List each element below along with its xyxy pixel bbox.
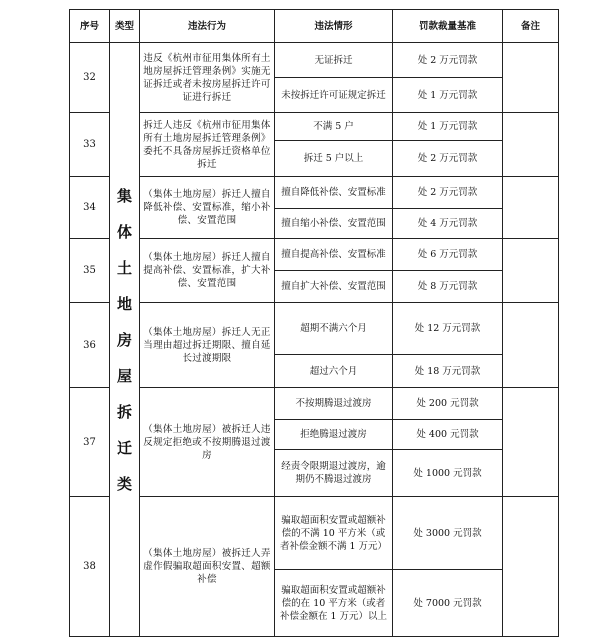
penalty-standard: 处 2 万元罚款 (393, 141, 503, 177)
violation-act: （集体土地房屋）拆迁人无正当理由超过拆迁期限、擅自延长过渡期限 (140, 303, 275, 388)
type-char: 地 (116, 294, 132, 313)
penalty-standard: 处 4 万元罚款 (393, 209, 503, 239)
table-row (70, 388, 559, 420)
penalty-standard: 处 1000 元罚款 (393, 450, 503, 497)
remark-cell (503, 239, 559, 303)
remark-cell (503, 177, 559, 239)
violation-situation: 骗取超面积安置或超额补偿的在 10 平方米（或者补偿金额在 1 万元）以上 (275, 570, 393, 637)
header-no: 序号 (70, 10, 110, 43)
penalty-standard: 处 18 万元罚款 (393, 355, 503, 388)
remark-cell (503, 497, 559, 637)
violation-situation: 骗取超面积安置或超额补偿的不满 10 平方米（或者补偿金额不满 1 万元） (275, 497, 393, 570)
table-row (70, 43, 559, 78)
violation-situation: 经责令限期退过渡房，逾期仍不腾退过渡房 (275, 450, 393, 497)
penalty-standard: 处 2 万元罚款 (393, 177, 503, 209)
header-type: 类型 (110, 10, 140, 43)
violation-situation: 擅自提高补偿、安置标准 (275, 239, 393, 271)
penalty-standard-table (69, 9, 559, 637)
type-char: 类 (116, 474, 132, 493)
remark-cell (503, 113, 559, 177)
penalty-standard: 处 3000 元罚款 (393, 497, 503, 570)
row-number: 36 (70, 303, 110, 388)
table-row (70, 113, 559, 141)
row-number: 33 (70, 113, 110, 177)
violation-situation: 不按期腾退过渡房 (275, 388, 393, 420)
header-act: 违法行为 (140, 10, 275, 43)
violation-situation: 擅自降低补偿、安置标准 (275, 177, 393, 209)
penalty-standard: 处 400 元罚款 (393, 420, 503, 450)
type-column (110, 43, 140, 637)
violation-situation: 擅自扩大补偿、安置范围 (275, 271, 393, 303)
type-char: 土 (116, 258, 132, 277)
remark-cell (503, 388, 559, 497)
table-row (70, 239, 559, 271)
row-number: 37 (70, 388, 110, 497)
header-situation: 违法情形 (275, 10, 393, 43)
violation-situation: 超过六个月 (275, 355, 393, 388)
type-char: 集 (116, 186, 132, 205)
violation-act: 拆迁人违反《杭州市征用集体所有土地房屋拆迁管理条例》委托不具备房屋拆迁资格单位拆迁 (140, 113, 275, 177)
type-char: 迁 (116, 438, 132, 457)
violation-situation: 拒绝腾退过渡房 (275, 420, 393, 450)
penalty-standard: 处 1 万元罚款 (393, 113, 503, 141)
row-number: 34 (70, 177, 110, 239)
remark-cell (503, 43, 559, 113)
type-char: 拆 (116, 402, 132, 421)
table-header-row (70, 10, 559, 43)
violation-situation: 拆迁 5 户以上 (275, 141, 393, 177)
violation-act: （集体土地房屋）拆迁人擅自提高补偿、安置标准，扩大补偿、安置范围 (140, 239, 275, 303)
penalty-standard: 处 200 元罚款 (393, 388, 503, 420)
penalty-standard: 处 1 万元罚款 (393, 78, 503, 113)
penalty-standard: 处 12 万元罚款 (393, 303, 503, 355)
violation-situation: 超期不满六个月 (275, 303, 393, 355)
type-char: 体 (116, 222, 132, 241)
type-char: 房 (116, 330, 132, 349)
penalty-standard: 处 8 万元罚款 (393, 271, 503, 303)
penalty-standard: 处 2 万元罚款 (393, 43, 503, 78)
violation-act: （集体土地房屋）被拆迁人弄虚作假骗取超面积安置、超额补偿 (140, 497, 275, 637)
type-char: 屋 (116, 366, 132, 385)
penalty-standard: 处 6 万元罚款 (393, 239, 503, 271)
table-row (70, 497, 559, 570)
violation-situation: 不满 5 户 (275, 113, 393, 141)
row-number: 38 (70, 497, 110, 637)
row-number: 35 (70, 239, 110, 303)
violation-situation: 擅自缩小补偿、安置范围 (275, 209, 393, 239)
header-remark: 备注 (503, 10, 559, 43)
violation-situation: 无证拆迁 (275, 43, 393, 78)
row-number: 32 (70, 43, 110, 113)
violation-act: （集体土地房屋）拆迁人擅自降低补偿、安置标准，缩小补偿、安置范围 (140, 177, 275, 239)
table-row (70, 303, 559, 355)
remark-cell (503, 303, 559, 388)
table-row (70, 177, 559, 209)
violation-act: （集体土地房屋）被拆迁人违反规定拒绝或不按期腾退过渡房 (140, 388, 275, 497)
penalty-standard: 处 7000 元罚款 (393, 570, 503, 637)
violation-act: 违反《杭州市征用集体所有土地房屋拆迁管理条例》实施无证拆迁或者未按房屋拆迁许可证进行拆迁 (140, 43, 275, 113)
violation-situation: 未按拆迁许可证规定拆迁 (275, 78, 393, 113)
header-penalty: 罚款裁量基准 (393, 10, 503, 43)
